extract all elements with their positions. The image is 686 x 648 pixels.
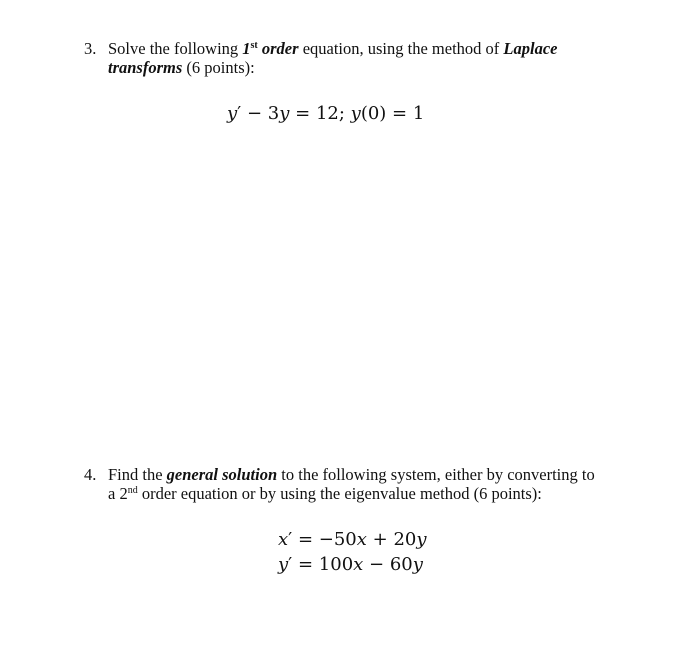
question-text xyxy=(108,39,557,77)
question-text xyxy=(108,465,595,503)
equation-q4-line2: y′ = 100x − 60y xyxy=(278,554,423,575)
question-line: a 2nd order equation or by using the eigenvalue method (6 points): xyxy=(108,484,542,503)
question-line: transforms (6 points): xyxy=(108,58,255,77)
equation-q4-line1: x′ = −50x + 20y xyxy=(278,529,427,550)
equation-q3: y′ − 3y = 12; y(0) = 1 xyxy=(227,103,425,124)
question-line: Solve the following 1st order equation, using the method of Laplace xyxy=(108,39,558,58)
question-line: Find the general solution to the following system, either by converting to xyxy=(108,465,595,484)
question-number: 4. xyxy=(84,465,97,484)
question-number: 3. xyxy=(84,39,97,58)
